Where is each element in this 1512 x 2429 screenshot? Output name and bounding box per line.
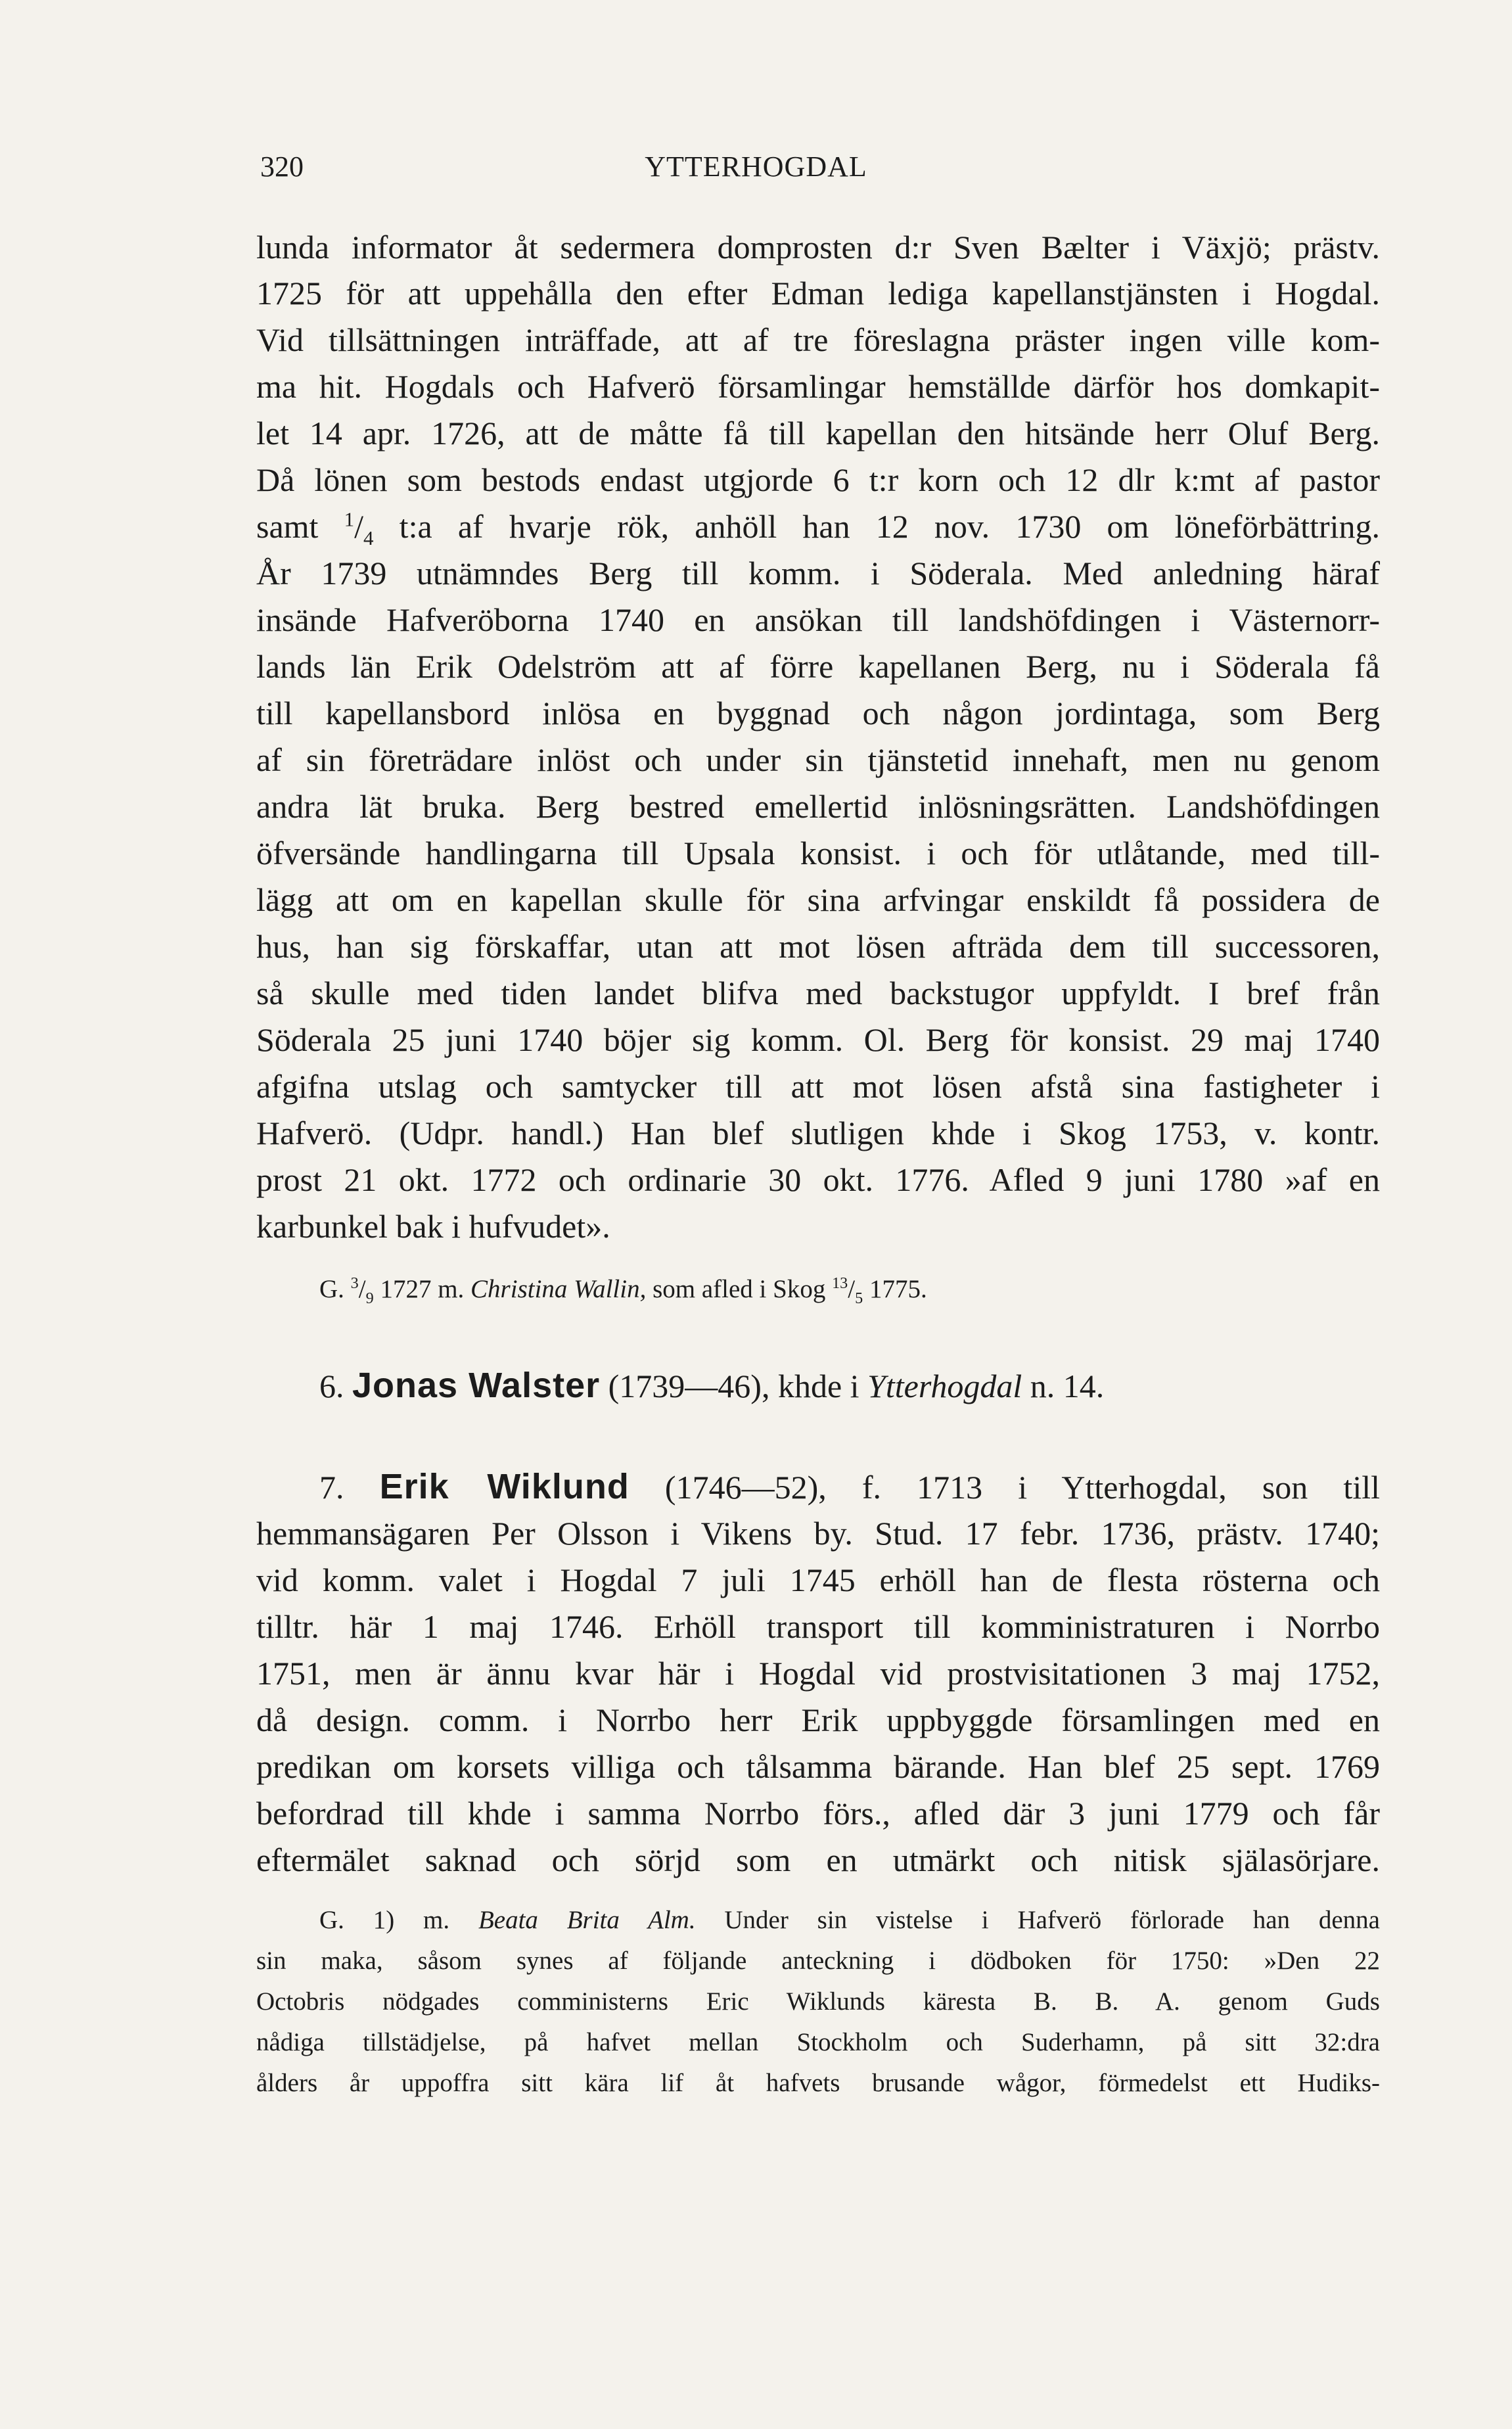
body-line: År 1739 utnämndes Berg till komm. i Söderala. Med anledning häraf [256,555,1380,591]
entry-text: (1739—46), khde i [600,1368,868,1404]
date-numerator: 3 [350,1274,359,1292]
note-line: Octobris nödgades comministerns Eric Wiklunds käresta B. B. A. genom Guds [256,1987,1380,2016]
body-line: prost 21 okt. 1772 och ordinarie 30 okt. 1776. Afled 9 juni 1780 »af en [256,1161,1380,1198]
body-line: lunda informator åt sedermera domprosten d:r Sven Bælter i Växjö; prästv. [256,229,1380,266]
note-after: som afled i Skog [646,1275,833,1303]
body-line: 1751, men är ännu kvar här i Hogdal vid prostvisitationen 3 maj 1752, [256,1655,1380,1692]
person-name: Erik Wiklund [379,1467,630,1506]
body-line: vid komm. valet i Hogdal 7 juli 1745 erhöll han de flesta rösterna och [256,1562,1380,1598]
note-end: 1775. [863,1275,927,1303]
body-line: Hafverö. (Udpr. handl.) Han blef slutligen khde i Skog 1753, v. kontr. [256,1115,1380,1151]
body-line: hemmansägaren Per Olsson i Vikens by. Stud. 17 febr. 1736, prästv. 1740; [256,1515,1380,1552]
entry-number: 7. [319,1469,344,1506]
page-number: 320 [260,150,304,183]
text-rest: t:a af hvarje rök, anhöll han 12 nov. 1730 om löneförbättring. [373,508,1380,545]
spouse-name: Beata Brita Alm. [478,1906,696,1934]
body-line: befordrad till khde i samma Norrbo förs., afled där 3 juni 1779 och får [256,1795,1380,1832]
body-line: lands län Erik Odelström att af förre kapellanen Berg, nu i Söderala få [256,648,1380,685]
running-head: YTTERHOGDAL [645,150,867,183]
marriage-note [319,1901,1380,1940]
note-line: nådiga tillstädjelse, på hafvet mellan Stockholm och Suderhamn, på sitt 32:dra [256,2028,1380,2056]
body-line-samt: samt $^1/_4$ t:a af hvarje rök, anhöll han 12 nov. 1730 om löneförbättring. [256,507,1380,549]
body-line: afgifna utslag och samtycker till att mot lösen afstå sina fastigheter i [256,1068,1380,1105]
marriage-note: G. $^3/_9$ 1727 m. Christina Wallin, som afled i Skog $^{13}/_5$ 1775. [319,1274,927,1307]
body-line: andra lät bruka. Berg bestred emellertid inlösningsrätten. Landshöfdingen [256,788,1380,825]
body-line: predikan om korsets villiga och tålsamma bärande. Han blef 25 sept. 1769 [256,1748,1380,1785]
body-line: hus, han sig förskaffar, utan att mot lösen afträda dem till successoren, [256,928,1380,965]
body-line: Då lönen som bestods endast utgjorde 6 t:r korn och 12 dlr k:mt af pastor [256,461,1380,498]
person-name: Jonas Walster [352,1366,601,1405]
note-line: sin maka, såsom synes af följande anteckning i dödboken för 1750: »Den 22 [256,1947,1380,1975]
death-date-numerator: 13 [832,1274,848,1292]
entry-7 [319,1465,1380,1509]
body-line: Söderala 25 juni 1740 böjer sig komm. Ol. Berg för konsist. 29 maj 1740 [256,1021,1380,1058]
place-name: Ytterhogdal [867,1368,1022,1404]
body-line: af sin företrädare inlöst och under sin tjänstetid innehaft, men nu genom [256,741,1380,778]
body-line: till kapellansbord inlösa en byggnad och någon jordintaga, som Berg [256,695,1380,731]
body-line: let 14 apr. 1726, att de måtte få till kapellan den hitsände herr Oluf Berg. [256,415,1380,451]
entry-end: n. 14. [1022,1368,1105,1404]
body-line: ma hit. Hogdals och Hafverö församlingar hemställde därför hos domkapit- [256,368,1380,405]
body-line: eftermälet saknad och sörjd som en utmärkt och nitisk själasörjare. [256,1841,1380,1878]
death-date-denominator: 5 [855,1289,863,1307]
entry-text: (1746—52), f. 1713 i Ytterhogdal, son till [629,1469,1380,1506]
body-line: tilltr. här 1 maj 1746. Erhöll transport till komministraturen i Norrbo [256,1608,1380,1645]
note-prefix: G. [319,1275,351,1303]
body-line: så skulle med tiden landet blifva med backstugor uppfyldt. I bref från [256,975,1380,1011]
fraction-denominator: 4 [363,526,374,549]
text-prefix: samt [256,508,344,545]
body-line: insände Hafveröborna 1740 en ansökan till landshöfdingen i Västernorr- [256,601,1380,638]
note-year: 1727 m. [373,1275,471,1303]
fraction-numerator: 1 [344,507,355,531]
body-line: då design. comm. i Norrbo herr Erik uppbyggde församlingen med en [256,1701,1380,1738]
spouse-name: Christina Wallin, [470,1275,647,1303]
date-denominator: 9 [365,1289,374,1307]
body-line-last: karbunkel bak i hufvudet». [256,1208,610,1245]
body-line: öfversände handlingarna till Upsala konsist. i och för utlåtande, med till- [256,835,1380,871]
body-line: 1725 för att uppehålla den efter Edman lediga kapellanstjänsten i Hogdal. [256,275,1380,312]
body-line: Vid tillsättningen inträffade, att af tre föreslagna präster ingen ville kom- [256,321,1380,358]
entry-number: 6. [319,1368,344,1404]
entry-6 [319,1364,1380,1408]
note-prefix: G. 1) m. [319,1906,478,1934]
note-line: ålders år uppoffra sitt kära lif åt hafvets brusande wågor, förmedelst ett Hudiks- [256,2069,1380,2097]
body-line: lägg att om en kapellan skulle för sina arfvingar enskildt få possidera de [256,881,1380,918]
page-header [0,150,1512,202]
note-text: Under sin vistelse i Hafverö förlorade han denna [695,1906,1380,1934]
